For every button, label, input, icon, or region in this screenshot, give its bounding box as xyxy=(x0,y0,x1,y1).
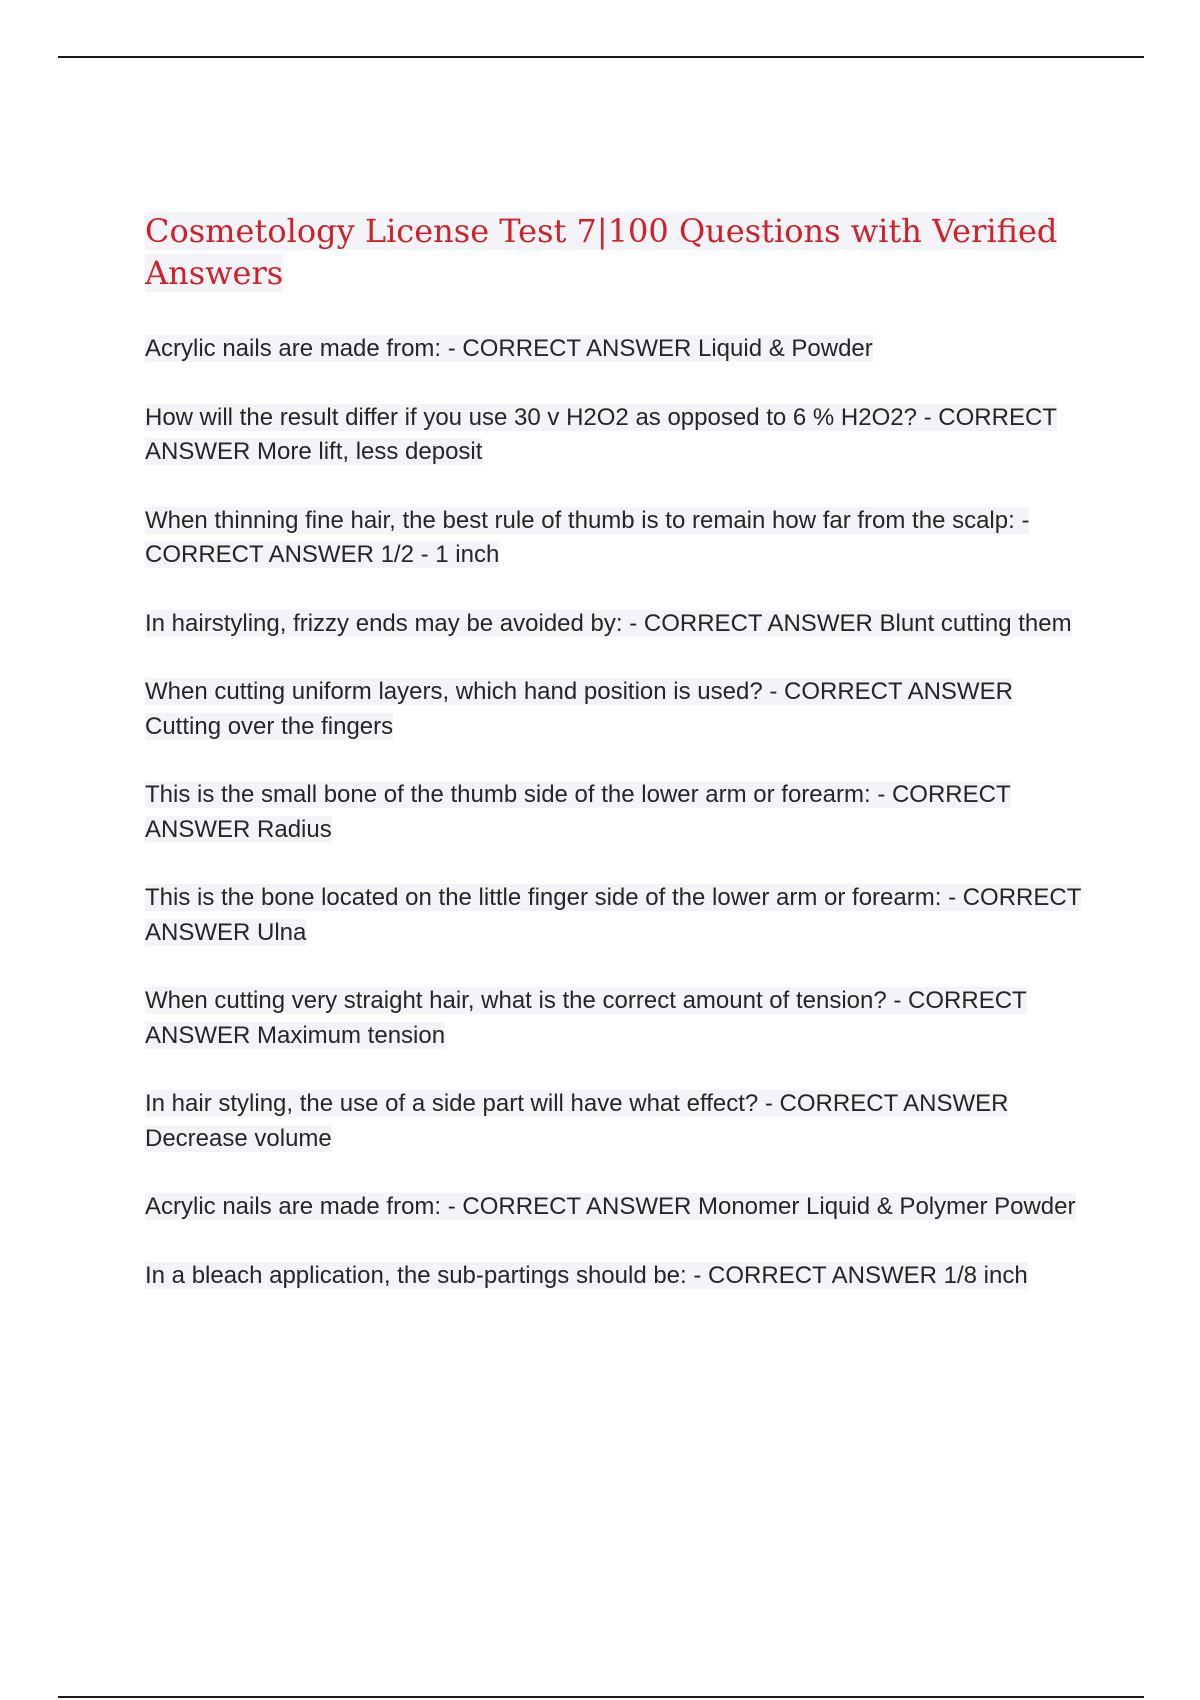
qa-item xyxy=(145,607,1085,642)
qa-text: Acrylic nails are made from: - CORRECT ANSWER Monomer Liquid & Polymer Powder xyxy=(145,1193,1076,1220)
header-rule xyxy=(58,56,1144,58)
qa-item xyxy=(145,984,1085,1053)
qa-item xyxy=(145,1259,1085,1294)
qa-text: In hairstyling, frizzy ends may be avoided by: - CORRECT ANSWER Blunt cutting them xyxy=(145,609,1072,637)
qa-item xyxy=(145,675,1085,744)
qa-item xyxy=(145,401,1085,470)
qa-item xyxy=(145,332,1085,367)
qa-list xyxy=(145,332,1085,1293)
qa-text: When thinning fine hair, the best rule of thumb is to remain how far from the scalp: - CORRECT ANSWER 1/2 - 1 inch xyxy=(145,506,1030,568)
qa-item xyxy=(145,881,1085,950)
qa-item xyxy=(145,1190,1085,1225)
document-title-text: Cosmetology License Test 7|100 Questions with Verified Answers xyxy=(145,212,1058,292)
document-title xyxy=(145,210,1085,294)
qa-item xyxy=(145,778,1085,847)
qa-text: When cutting very straight hair, what is the correct amount of tension? - CORRECT ANSWER Maximum tension xyxy=(145,987,1027,1049)
qa-text: This is the bone located on the little finger side of the lower arm or forearm: - CORRECT ANSWER Ulna xyxy=(145,884,1082,946)
qa-item xyxy=(145,504,1085,573)
qa-text: In a bleach application, the sub-partings should be: - CORRECT ANSWER 1/8 inch xyxy=(145,1261,1028,1289)
qa-text: When cutting uniform layers, which hand position is used? - CORRECT ANSWER Cutting over the fingers xyxy=(145,678,1013,740)
qa-text: This is the small bone of the thumb side of the lower arm or forearm: - CORRECT ANSWER Radius xyxy=(145,781,1011,843)
qa-text: How will the result differ if you use 30 v H2O2 as opposed to 6 % H2O2? - CORRECT ANSWER More lift, less deposit xyxy=(145,403,1057,465)
qa-text: Acrylic nails are made from: - CORRECT ANSWER Liquid & Powder xyxy=(145,335,873,362)
qa-item xyxy=(145,1087,1085,1156)
document-body xyxy=(145,210,1085,1327)
footer-rule xyxy=(58,1696,1144,1698)
qa-text: In hair styling, the use of a side part will have what effect? - CORRECT ANSWER Decrease volume xyxy=(145,1090,1009,1152)
